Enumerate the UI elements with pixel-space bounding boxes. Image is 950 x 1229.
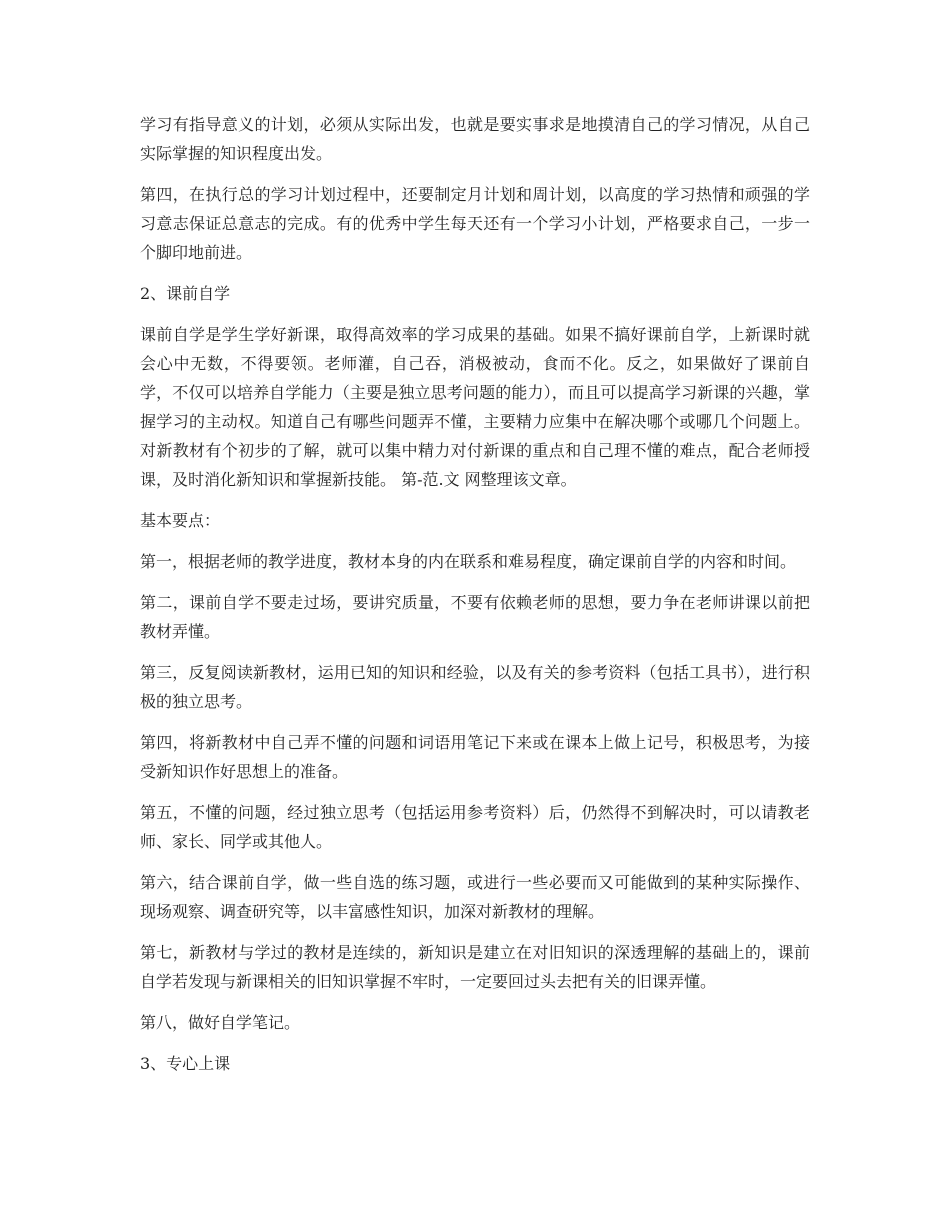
section-heading-preview: 2、课前自学 bbox=[140, 284, 231, 303]
paragraph-point-five: 第五，不懂的问题，经过独立思考（包括运用参考资料）后，仍然得不到解决时，可以请教老师、家长、同学或其他人。 bbox=[140, 803, 810, 851]
paragraph-point-four-plan: 第四，在执行总的学习计划过程中，还要制定月计划和周计划，以高度的学习热情和顽强的学习意志保证总意志的完成。有的优秀中学生每天还有一个学习小计划，严格要求自己，一步一个脚印地前进。 bbox=[140, 185, 810, 262]
paragraph-point-two: 第二，课前自学不要走过场，要讲究质量，不要有依赖老师的思想，要力争在老师讲课以前把教材弄懂。 bbox=[140, 593, 810, 641]
document-body bbox=[140, 110, 810, 1090]
paragraph-key-points-label: 基本要点： bbox=[140, 511, 221, 530]
paragraph-point-eight: 第八，做好自学笔记。 bbox=[140, 1013, 301, 1032]
paragraph-study-plan-intro: 学习有指导意义的计划，必须从实际出发，也就是要实事求是地摸清自己的学习情况，从自己实际掌握的知识程度出发。 bbox=[140, 115, 810, 163]
section-heading-attend-class: 3、专心上课 bbox=[140, 1054, 231, 1073]
paragraph-point-three: 第三，反复阅读新教材，运用已知的知识和经验，以及有关的参考资料（包括工具书），进行积极的独立思考。 bbox=[140, 663, 810, 711]
paragraph-preview-intro: 课前自学是学生学好新课，取得高效率的学习成果的基础。如果不搞好课前自学，上新课时就会心中无数，不得要领。老师灌，自己吞，消极被动，食而不化。反之，如果做好了课前自学，不仅可以培养自学能力（主要是独立思考问题的能力），而且可以提高学习新课的兴趣，掌握学习的主动权。知道自己有哪些问题弄不懂，主要精力应集中在解决哪个或哪几个问题上。对新教材有个初步的了解，就可以集中精力对付新课的重点和自己理不懂的难点，配合老师授课，及时消化新知识和掌握新技能。 第-范.文 网整理该文章。 bbox=[140, 325, 810, 489]
paragraph-point-one: 第一，根据老师的教学进度，教材本身的内在联系和难易程度，确定课前自学的内容和时间。 bbox=[140, 552, 797, 571]
paragraph-point-six: 第六，结合课前自学，做一些自选的练习题，或进行一些必要而又可能做到的某种实际操作、现场观察、调查研究等，以丰富感性知识，加深对新教材的理解。 bbox=[140, 873, 810, 921]
paragraph-point-four: 第四，将新教材中自己弄不懂的问题和词语用笔记下来或在课本上做上记号，积极思考，为接受新知识作好思想上的准备。 bbox=[140, 733, 810, 781]
paragraph-point-seven: 第七，新教材与学过的教材是连续的，新知识是建立在对旧知识的深透理解的基础上的，课前自学若发现与新课相关的旧知识掌握不牢时，一定要回过头去把有关的旧课弄懂。 bbox=[140, 943, 810, 991]
